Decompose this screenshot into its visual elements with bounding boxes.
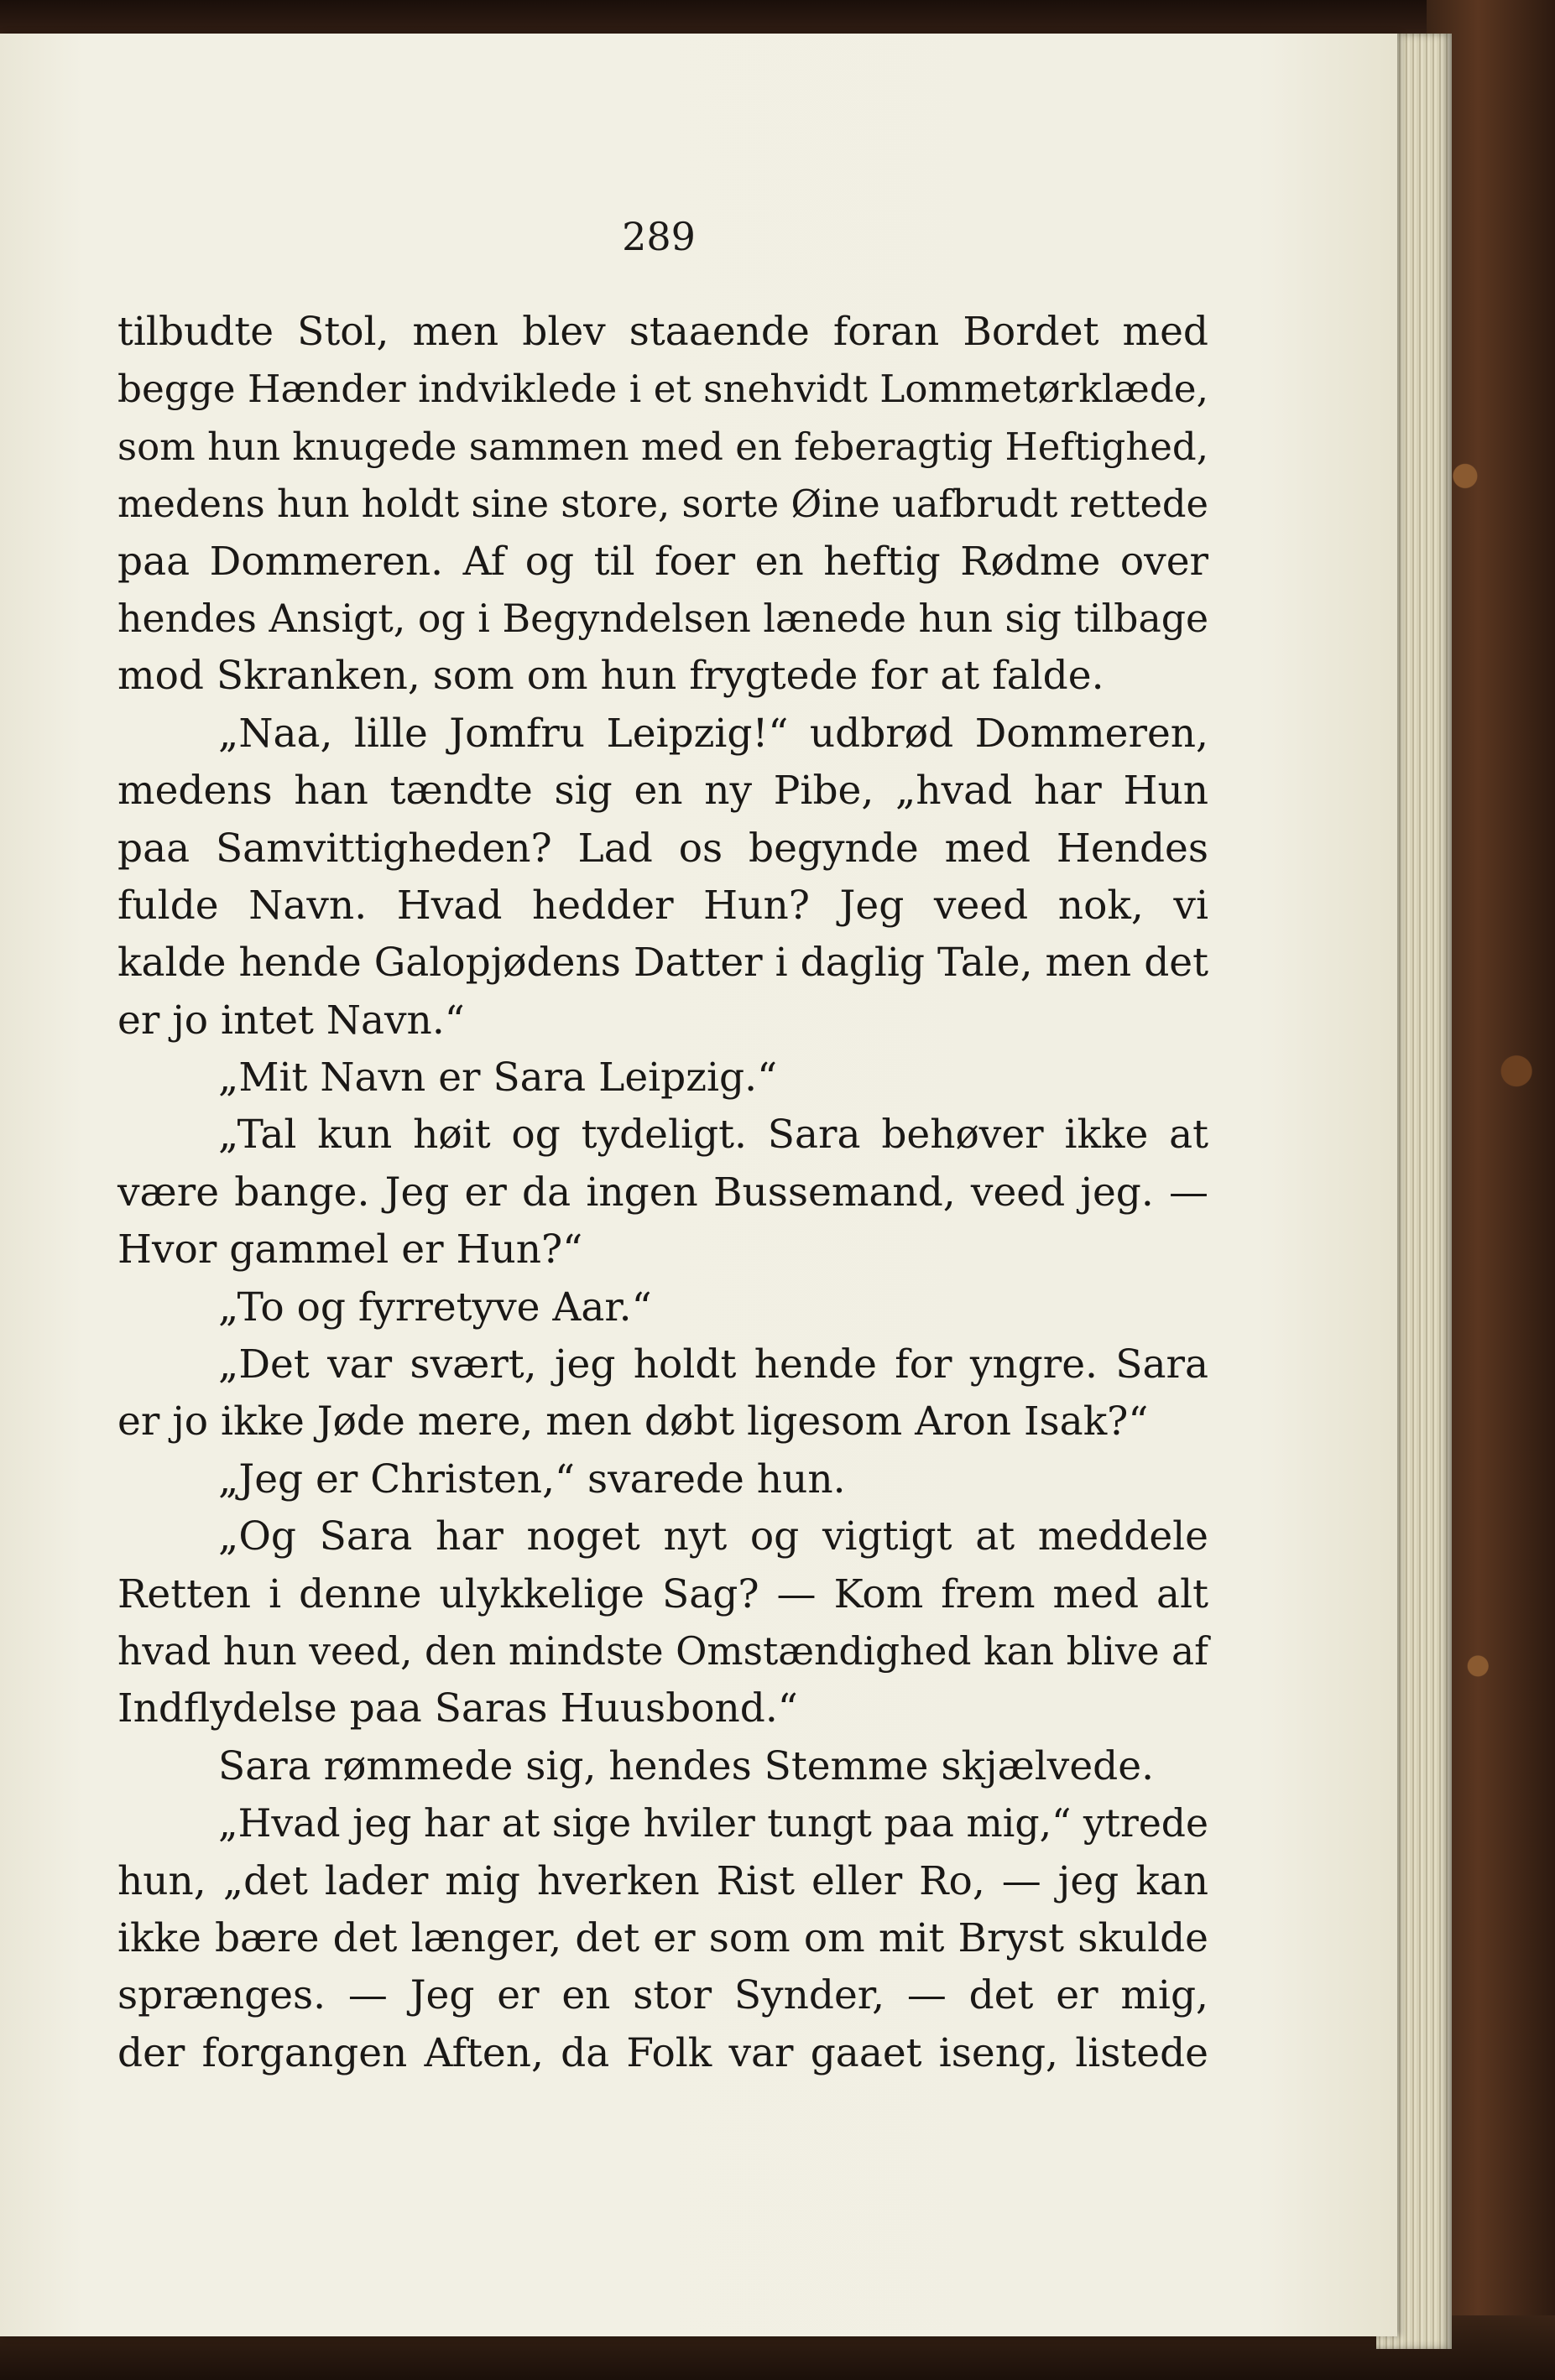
text-line: Hvor gammel er Hun?“ (117, 1226, 583, 1273)
text-line: Indflydelse paa Saras Huusbond.“ (117, 1685, 798, 1732)
book-page (0, 34, 1397, 2336)
text-line: „To og fyrretyve Aar.“ (218, 1284, 652, 1331)
text-line: „Hvad jeg har at sige hviler tungt paa mig,“ ytrede (218, 1801, 1208, 1846)
text-line: tilbudte Stol, men blev staaende foran Bordet med (117, 309, 1208, 355)
text-line: medens han tændte sig en ny Pibe, „hvad har Hun (117, 768, 1208, 815)
text-line: begge Hænder indviklede i et snehvidt Lommetørklæde, (117, 367, 1208, 412)
text-line: Retten i denne ulykkelige Sag? — Kom frem med alt (117, 1570, 1208, 1617)
page-number: 289 (622, 214, 696, 259)
text-line: ikke bære det længer, det er som om mit Bryst skulde (117, 1914, 1208, 1961)
text-line: Sara rømmede sig, hendes Stemme skjælvede. (218, 1742, 1155, 1789)
text-line: medens hun holdt sine store, sorte Øine uafbrudt rettede (117, 482, 1208, 527)
text-line: „Jeg er Christen,“ svarede hun. (218, 1456, 846, 1502)
text-line: er jo ikke Jøde mere, men døbt ligesom Aron Isak?“ (117, 1398, 1149, 1445)
text-line: sprænges. — Jeg er en stor Synder, — det er mig, (117, 1972, 1208, 2019)
text-line: paa Samvittigheden? Lad os begynde med Hendes (117, 825, 1208, 872)
text-line: der forgangen Aften, da Folk var gaaet iseng, listede (117, 2029, 1208, 2076)
text-line: „Tal kun høit og tydeligt. Sara behøver ikke at (218, 1112, 1208, 1159)
text-line: „Og Sara har noget nyt og vigtigt at meddele (218, 1513, 1208, 1560)
text-line: paa Dommeren. Af og til foer en heftig Rødme over (117, 538, 1208, 585)
text-line: som hun knugede sammen med en feberagtig Heftighed, (117, 424, 1208, 469)
text-line: hendes Ansigt, og i Begyndelsen lænede hun sig tilbage (117, 596, 1209, 641)
text-line: er jo intet Navn.“ (117, 997, 465, 1044)
text-line: „Det var svært, jeg holdt hende for yngre. Sara (218, 1341, 1208, 1388)
text-line: kalde hende Galopjødens Datter i daglig Tale, men det (117, 940, 1208, 987)
text-line: være bange. Jeg er da ingen Bussemand, veed jeg. — (117, 1169, 1208, 1216)
text-line: fulde Navn. Hvad hedder Hun? Jeg veed nok, vi (117, 882, 1208, 929)
text-line: „Mit Navn er Sara Leipzig.“ (218, 1055, 778, 1101)
body-text (117, 304, 1208, 2082)
text-line: hun, „det lader mig hverken Rist eller Ro, — jeg kan (117, 1857, 1208, 1904)
text-line: hvad hun veed, den mindste Omstændighed kan blive af (117, 1628, 1208, 1674)
text-line: „Naa, lille Jomfru Leipzig!“ udbrød Dommeren, (218, 710, 1208, 757)
text-line: mod Skranken, som om hun frygtede for at falde. (117, 653, 1104, 700)
